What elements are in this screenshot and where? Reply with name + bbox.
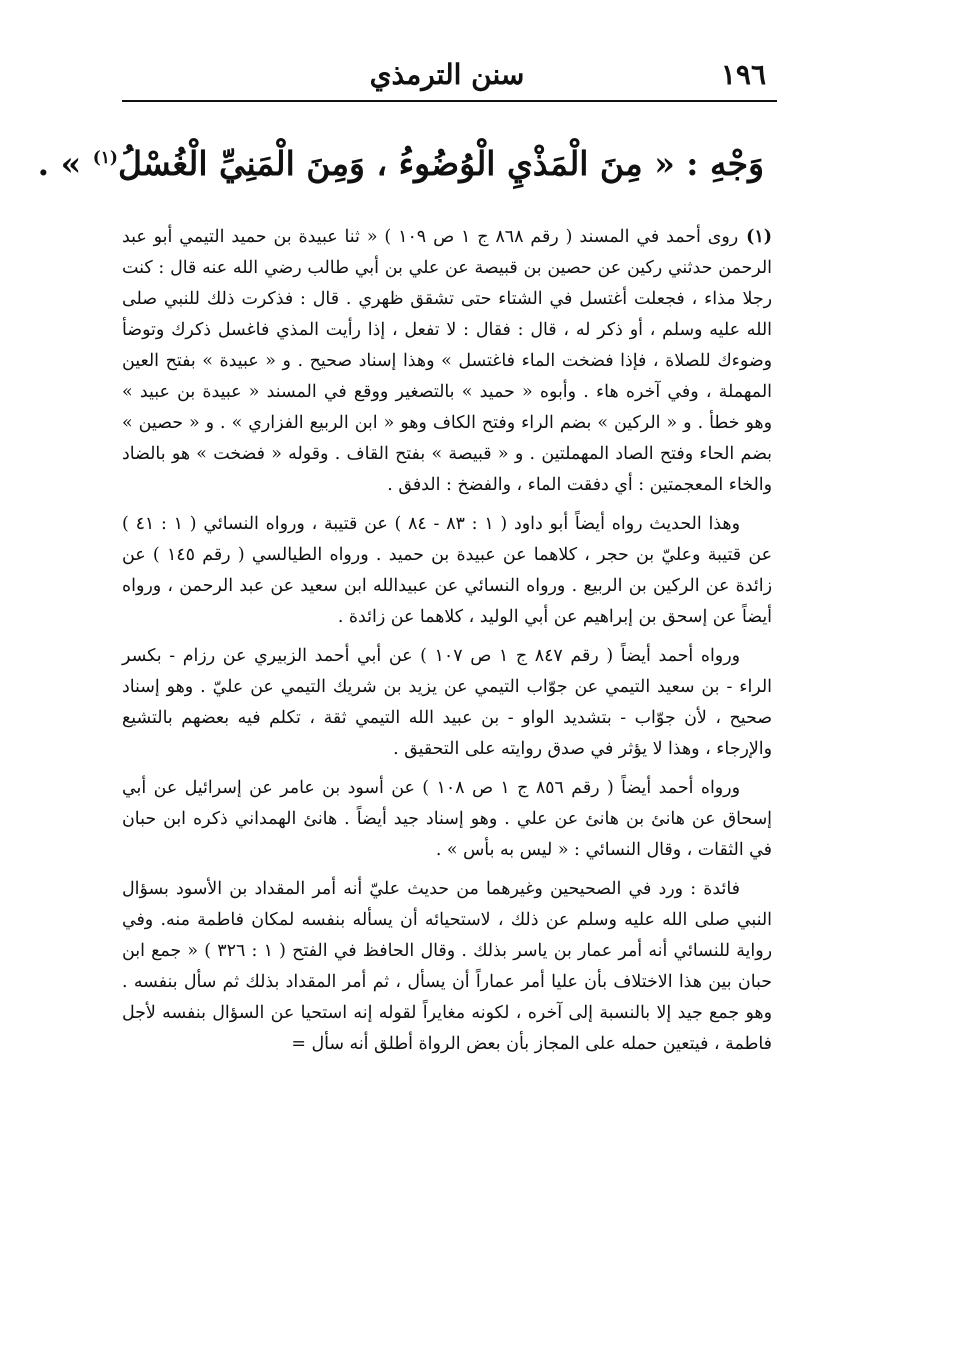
footnote-paragraph-2: وهذا الحديث رواه أيضاً أبو داود ( ١ : ٨٣ - ٨٤ ) عن قتيبة ، ورواه النسائي ( ١ : ٤١ ) عن قتيبة وعليّ بن حجر ، كلاهما عن عبيدة بن حميد . ورواه الطيالسي ( رقم ١٤٥ ) عن زائدة عن الركين بن الربيع . ورواه النسائي عن عبيدالله ابن سعيد عن عبد الرحمن ، ورواه أيضاً عن إسحق بن إبراهيم عن أبي الوليد ، كلاهما عن زائدة . [122, 514, 772, 627]
header-rule [122, 100, 777, 102]
footnote-text: روى أحمد في المسند ( رقم ٨٦٨ ج ١ ص ١٠٩ ) « ثنا عبيدة بن حميد التيمي أبو عبد الرحمن حدثني ركين عن حصين بن قبيصة عن علي بن أبي طالب رضي الله عنه قال : كنت رجلا مذاء ، فجعلت أغتسل في الشتاء حتى تشقق ظهري . قال : فذكرت ذلك للنبي صلى الله عليه وسلم ، أو ذكر له ، قال : فقال : لا تفعل ، إذا رأيت المذي فاغسل ذكرك وتوضأ وضوءك للصلاة ، فإذا فضخت الماء فاغتسل » وهذا إسناد صحيح . و « عبيدة » بفتح العين المهملة ، وفي آخره هاء . وأبوه « حميد » بالتصغير ووقع في المسند « عبيدة بن عبيد » وهو خطأ . و « الركين » بضم الراء وفتح الكاف وهو « ابن الربيع الفزاري » . و « حصين » بضم الحاء وفتح الصاد المهملتين . و « قبيصة » بفتح القاف . وقوله « فضخت » هو بالضاد والخاء المعجمتين : أي دفقت الماء ، والفضخ : الدفق . [122, 227, 772, 495]
footnote-reference: (١) [92, 148, 118, 168]
running-title: سنن الترمذي [369, 58, 525, 91]
footnote-marker: (١) [746, 227, 772, 247]
page-number: ١٩٦ [720, 58, 766, 91]
page-header [122, 58, 772, 98]
footnote-paragraph-3: ورواه أحمد أيضاً ( رقم ٨٤٧ ج ١ ص ١٠٧ ) عن أبي أحمد الزبيري عن رزام - بكسر الراء - بن سعيد التيمي عن جوّاب التيمي عن يزيد بن شريك التيمي عن عليّ . وهو إسناد صحيح ، لأن جوّاب - بتشديد الواو - بن عبيد الله التيمي ثقة ، تكلم فيه بعضهم بالتشيع والإرجاء ، وهذا لا يؤثر في صدق روايته على التحقيق . [122, 646, 772, 759]
footnotes-section [122, 222, 772, 1068]
footnote-paragraph-1 [122, 222, 772, 501]
footnote-paragraph-5: فائدة : ورد في الصحيحين وغيرهما من حديث عليّ أنه أمر المقداد بن الأسود بسؤال النبي صلى الله عليه وسلم عن ذلك ، لاستحيائه أن يسأله بنفسه لمكان فاطمة منه. وفي رواية للنسائي أنه أمر عمار بن ياسر بذلك . وقال الحافظ في الفتح ( ١ : ٣٢٦ ) « جمع ابن حبان بين هذا الاختلاف بأن عليا أمر عماراً أن يسأل ، ثم أمر المقداد بذلك ثم سأل بنفسه . وهو جمع جيد إلا بالنسبة إلى آخره ، لكونه مغايراً لقوله إنه استحيا عن السؤال بنفسه لأجل فاطمة ، فيتعين حمله على المجاز بأن بعض الرواة أطلق أنه سأل = [122, 879, 773, 1054]
hadith-closing: » . [37, 144, 82, 183]
hadith-main-text [37, 128, 764, 194]
hadith-text: وَجْهِ : « مِنَ الْمَذْيِ الْوُضُوءُ ، وَمِنَ الْمَنِيِّ الْغُسْلُ [117, 144, 764, 183]
footnote-paragraph-4: ورواه أحمد أيضاً ( رقم ٨٥٦ ج ١ ص ١٠٨ ) عن أسود بن عامر عن إسرائيل عن أبي إسحاق عن هانئ بن هانئ عن علي . وهو إسناد جيد أيضاً . هانئ الهمداني ذكره ابن حبان في الثقات ، وقال النسائي : « ليس به بأس » . [122, 778, 772, 860]
